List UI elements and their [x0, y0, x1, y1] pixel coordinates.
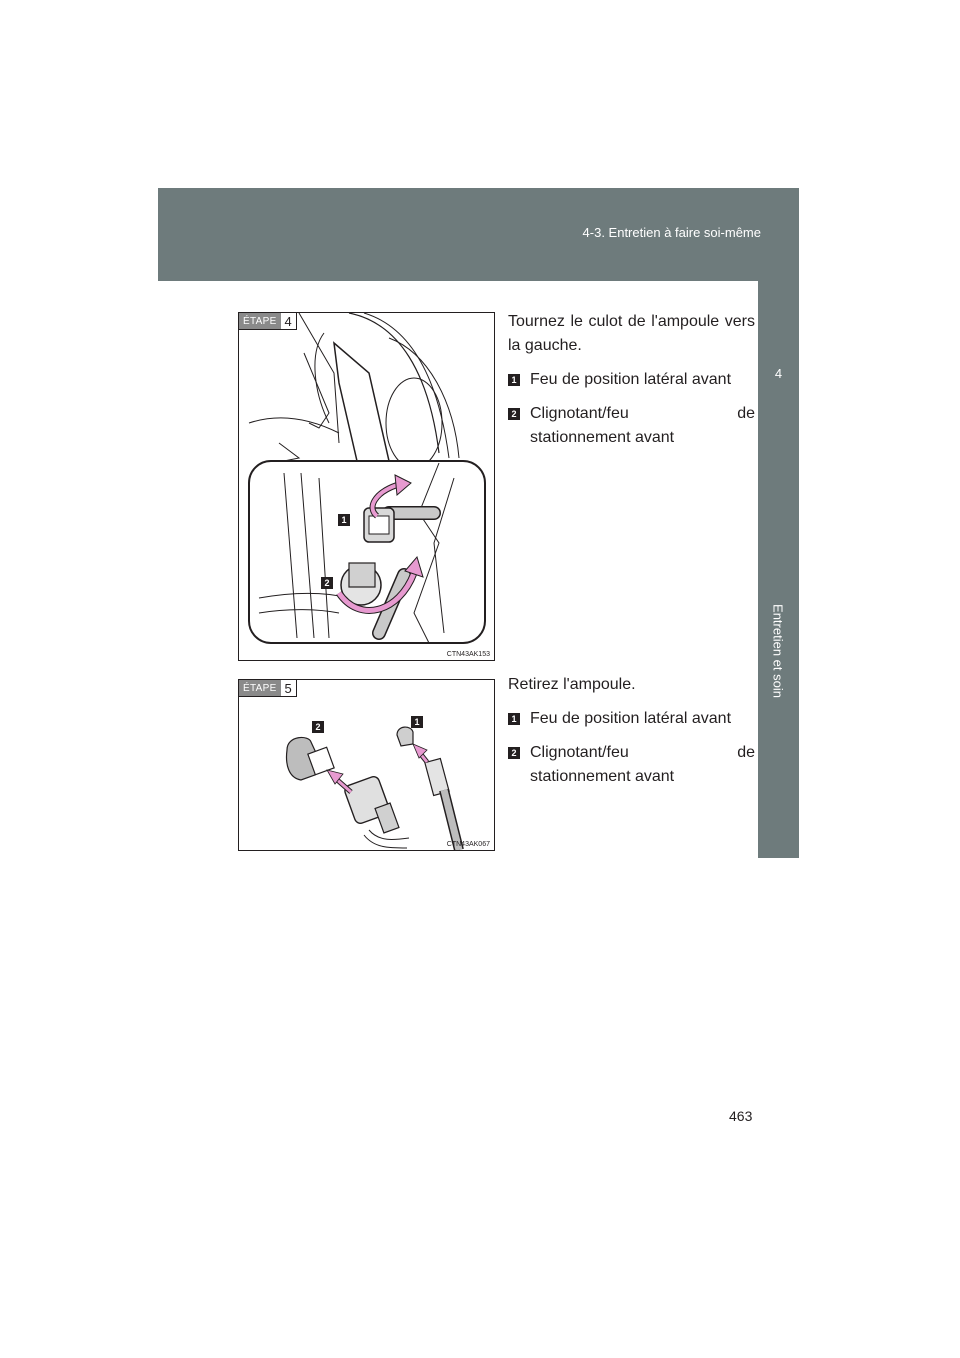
callout-1: 1: [411, 716, 423, 728]
list-item: [508, 368, 755, 392]
item-text: Feu de position latéral avant: [530, 710, 732, 727]
chapter-tab: [758, 281, 799, 858]
list-item: [508, 402, 755, 450]
item-number-badge: 2: [508, 747, 520, 759]
step-label: ÉTAPE: [239, 680, 281, 696]
step-number: 5: [284, 680, 292, 696]
item-number-badge: 2: [508, 408, 520, 420]
figure-step-5: [238, 679, 495, 851]
item-text: Clignotant/feu de stationnement avant: [530, 744, 755, 785]
list-item: [508, 707, 755, 731]
list-item: [508, 741, 755, 789]
item-number-badge: 1: [508, 374, 520, 386]
step-instruction: Retirez l'ampoule.: [508, 676, 636, 693]
callout-2: 2: [312, 721, 324, 733]
chapter-number: 4: [774, 366, 783, 381]
figure-step-4: [238, 312, 495, 661]
step-number: 4: [284, 313, 292, 329]
item-text: Feu de position latéral avant: [530, 371, 732, 388]
bulb-removal-illustration: [239, 680, 494, 850]
page-number: 463: [729, 1108, 753, 1124]
chapter-label: Entretien et soin: [770, 604, 786, 698]
figure-code: CTN43AK067: [446, 841, 490, 848]
step-5-text: [508, 673, 755, 799]
step-instruction: Tournez le culot de l'ampoule vers la gauche.: [508, 313, 755, 354]
step-label: ÉTAPE: [239, 313, 281, 329]
callout-1: 1: [338, 514, 350, 526]
section-header: [158, 188, 799, 281]
section-title: 4-3. Entretien à faire soi-même: [582, 225, 761, 240]
step-tag: [239, 313, 297, 330]
bulb-socket-illustration: [239, 313, 494, 660]
callout-2: 2: [321, 577, 333, 589]
step-tag: [239, 680, 297, 697]
figure-code: CTN43AK153: [446, 651, 490, 658]
step-4-text: [508, 310, 755, 460]
item-number-badge: 1: [508, 713, 520, 725]
item-text: Clignotant/feu de stationnement avant: [530, 405, 755, 446]
